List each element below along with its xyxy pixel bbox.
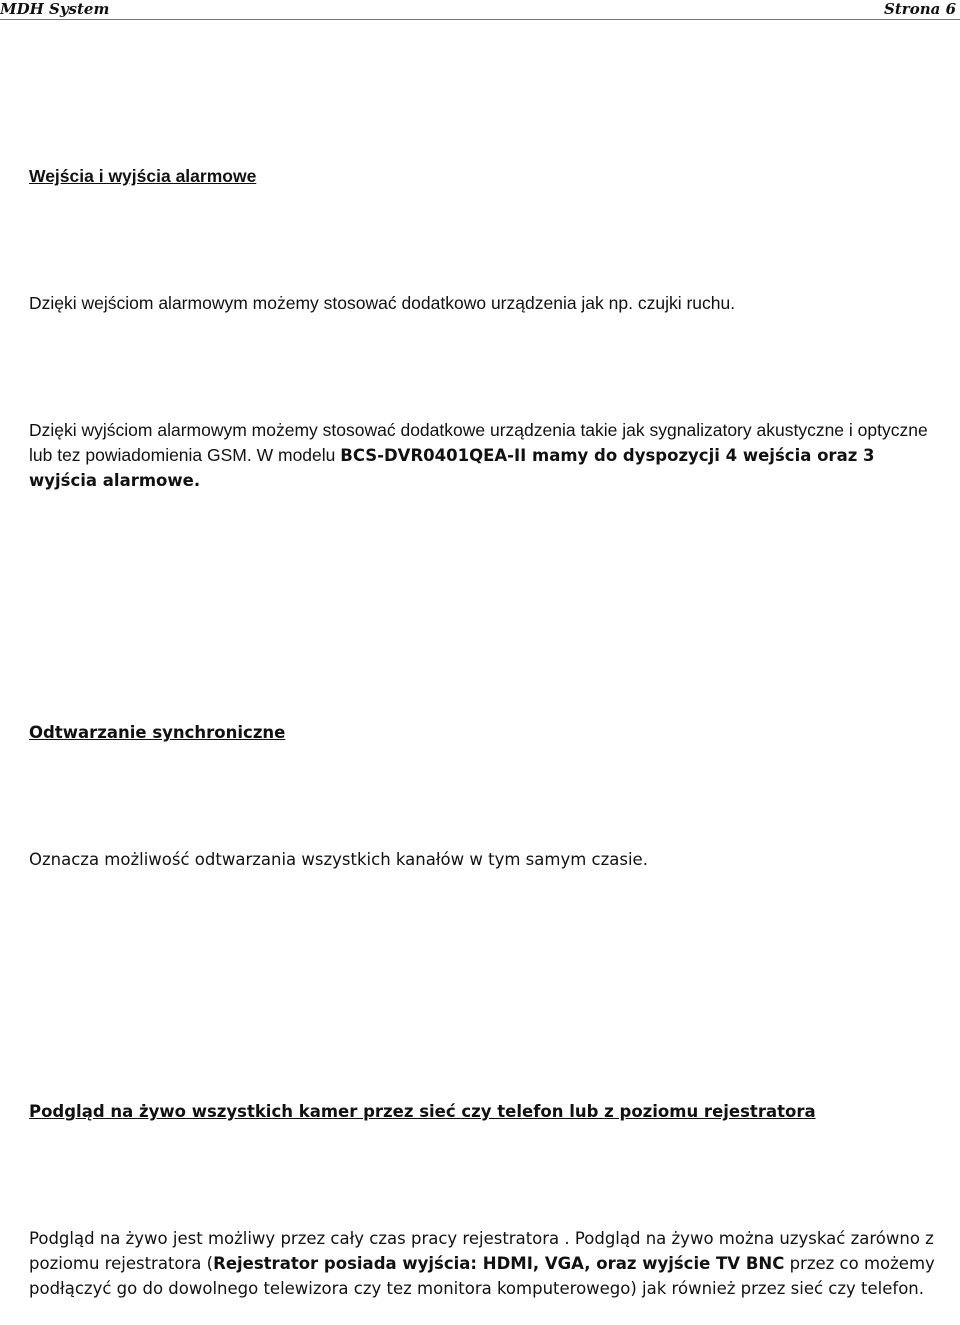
paragraph-alarm-outputs	[29, 418, 939, 493]
paragraph-alarm-inputs: Dzięki wejściom alarmowym możemy stosować dodatkowo urządzenia jak np. czujki ruchu.	[29, 293, 736, 313]
paragraph-live-view-text-b: przez co możemy podłączyć go do dowolnego telewizora czy tez monitora komputerowego) jak również przez sieć czy telefon.	[29, 1254, 935, 1298]
section-heading-sync-playback: Odtwarzanie synchroniczne	[29, 723, 286, 742]
paragraph-alarm-outputs-bold: BCS-DVR0401QEA-II mamy do dyspozycji 4 wejścia oraz 3 wyjścia alarmowe.	[29, 446, 875, 490]
paragraph-live-view	[29, 1226, 939, 1301]
page-header	[0, 0, 960, 20]
header-title: MDH System	[0, 0, 110, 18]
paragraph-live-view-text-a: Podgląd na żywo jest możliwy przez cały czas pracy rejestratora . Podgląd na żywo można uzyskać zarówno z poziomu rejestratora (	[29, 1229, 934, 1273]
paragraph-sync-playback: Oznacza możliwość odtwarzania wszystkich kanałów w tym samym czasie.	[29, 850, 648, 869]
paragraph-live-view-bold: Rejestrator posiada wyjścia: HDMI, VGA, oraz wyjście TV BNC	[213, 1254, 785, 1273]
section-heading-live-view: Podgląd na żywo wszystkich kamer przez sieć czy telefon lub z poziomu rejestratora	[29, 1102, 816, 1121]
paragraph-alarm-outputs-text: Dzięki wyjściom alarmowym możemy stosować dodatkowe urządzenia takie jak sygnalizatory akustyczne i optyczne lub tez powiadomienia GSM. W modelu	[29, 420, 928, 465]
page-number: Strona 6	[884, 0, 956, 18]
section-heading-alarm-io: Wejścia i wyjścia alarmowe	[29, 166, 257, 186]
